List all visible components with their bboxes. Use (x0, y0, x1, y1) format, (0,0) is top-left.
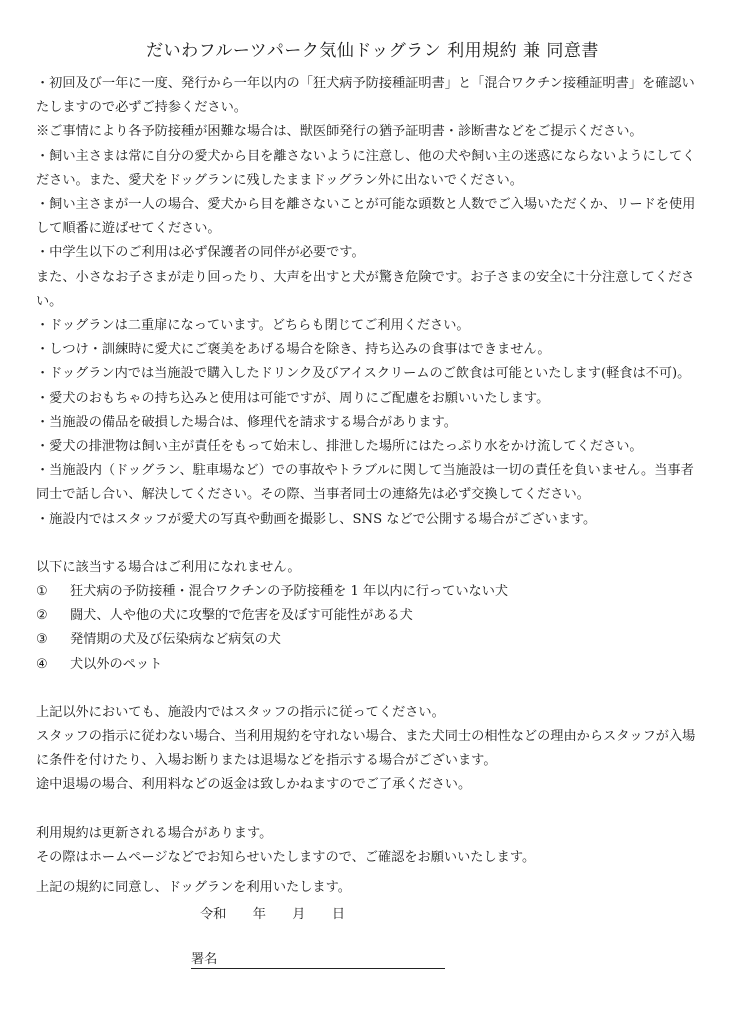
rule-line: ・飼い主さまが一人の場合、愛犬から目を離さないことが可能な頭数と人数でご入場いただくか、リードを使用 (36, 197, 696, 213)
rule-line: ・施設内ではスタッフが愛犬の写真や動画を撮影し、SNS などで公開する場合がございます。 (36, 511, 597, 527)
document-title: だいわフルーツパーク気仙ドッグラン 利用規約 兼 同意書 (146, 41, 599, 61)
rules-body (36, 72, 712, 870)
rule-line: ・中学生以下のご利用は必ず保護者の同伴が必要です。 (36, 245, 365, 261)
signature-line[interactable] (191, 948, 445, 969)
rule-line: 同士で話し合い、解決してください。その際、当事者同士の連絡先は必ず交換してください。 (36, 487, 590, 503)
rule-line: ・ドッグラン内では当施設で購入したドリンク及びアイスクリームのご飲食は可能といたします(軽食は不可)。 (36, 366, 691, 382)
exclusion-text: 犬以外のペット (70, 656, 163, 672)
exclusion-number: ② (36, 608, 48, 624)
staff-note-line: スタッフの指示に従わない場合、当利用規約を守れない場合、また犬同士の相性などの理由からスタッフが入場 (36, 729, 696, 745)
rule-line: ・愛犬のおもちゃの持ち込みと使用は可能ですが、周りにご配慮をお願いいたします。 (36, 390, 550, 406)
rule-line: ・しつけ・訓練時に愛犬にご褒美をあげる場合を除き、持ち込みの食事はできません。 (36, 342, 551, 358)
rule-line: ・ドッグランは二重扉になっています。どちらも閉じてご利用ください。 (36, 318, 470, 334)
update-note-line: 利用規約は更新される場合があります。 (36, 825, 273, 841)
rule-line: ださい。また、愛犬をドッグランに残したままドッグラン外に出ないでください。 (36, 172, 523, 188)
section-gap (36, 677, 712, 701)
rule-line: ・愛犬の排泄物は飼い主が責任をもって始末し、排泄した場所にはたっぷり水をかけ流してください。 (36, 439, 643, 455)
exclusion-item (36, 580, 712, 604)
rule-line: ・飼い主さまは常に自分の愛犬から目を離さないように注意し、他の犬や飼い主の迷惑にならないようにしてく (36, 148, 696, 164)
exclusion-text: 発情期の犬及び伝染病など病気の犬 (70, 632, 281, 648)
staff-note-line: 途中退場の場合、利用料などの返金は致しかねますのでご了承ください。 (36, 777, 472, 793)
exclusion-number: ④ (36, 656, 48, 672)
staff-note-line: 上記以外においても、施設内ではスタッフの指示に従ってください。 (36, 704, 445, 720)
date-field[interactable]: 令和 年 月 日 (200, 907, 346, 922)
rule-line: ・当施設の備品を破損した場合は、修理代を請求する場合があります。 (36, 414, 457, 430)
rule-line: ・当施設内（ドッグラン、駐車場など）での事故やトラブルに関して当施設は一切の責任を負いません。当事者 (36, 463, 694, 479)
exclusion-text: 闘犬、人や他の犬に攻撃的で危害を及ぼす可能性がある犬 (70, 608, 413, 624)
exclusion-item (36, 628, 712, 652)
signature-label: 署名 (191, 952, 218, 967)
rule-line: たしますので必ずご持参ください。 (36, 100, 247, 116)
rule-line: また、小さなお子さまが走り回ったり、大声を出すと犬が驚き危険です。お子さまの安全に十分注意してくださ (36, 269, 695, 285)
exclusion-item (36, 653, 712, 677)
rule-line: ※ご事情により各予防接種が困難な場合は、獣医師発行の猶予証明書・診断書などをご提示ください。 (36, 124, 643, 140)
rule-line: して順番に遊ばせてください。 (36, 221, 221, 237)
exclusion-number: ① (36, 584, 48, 600)
rule-line: ・初回及び一年に一度、発行から一年以内の「狂犬病予防接種証明書」と「混合ワクチン接種証明書」を確認い (36, 76, 695, 91)
section-gap (36, 798, 712, 822)
staff-note-line: に条件を付けたり、入場お断りまたは退場などを指示する場合がございます。 (36, 753, 497, 769)
exclusion-text: 狂犬病の予防接種・混合ワクチンの予防接種を 1 年以内に行っていない犬 (70, 584, 509, 600)
section-gap (36, 532, 712, 556)
exclusion-intro: 以下に該当する場合はご利用になれません。 (36, 559, 301, 575)
update-note-line: その際はホームページなどでお知らせいたしますので、ご確認をお願いいたします。 (36, 849, 536, 865)
exclusion-item (36, 604, 712, 628)
agreement-statement: 上記の規約に同意し、ドッグランを利用いたします。 (36, 880, 351, 895)
exclusion-number: ③ (36, 632, 48, 648)
rule-line: い。 (36, 293, 63, 309)
